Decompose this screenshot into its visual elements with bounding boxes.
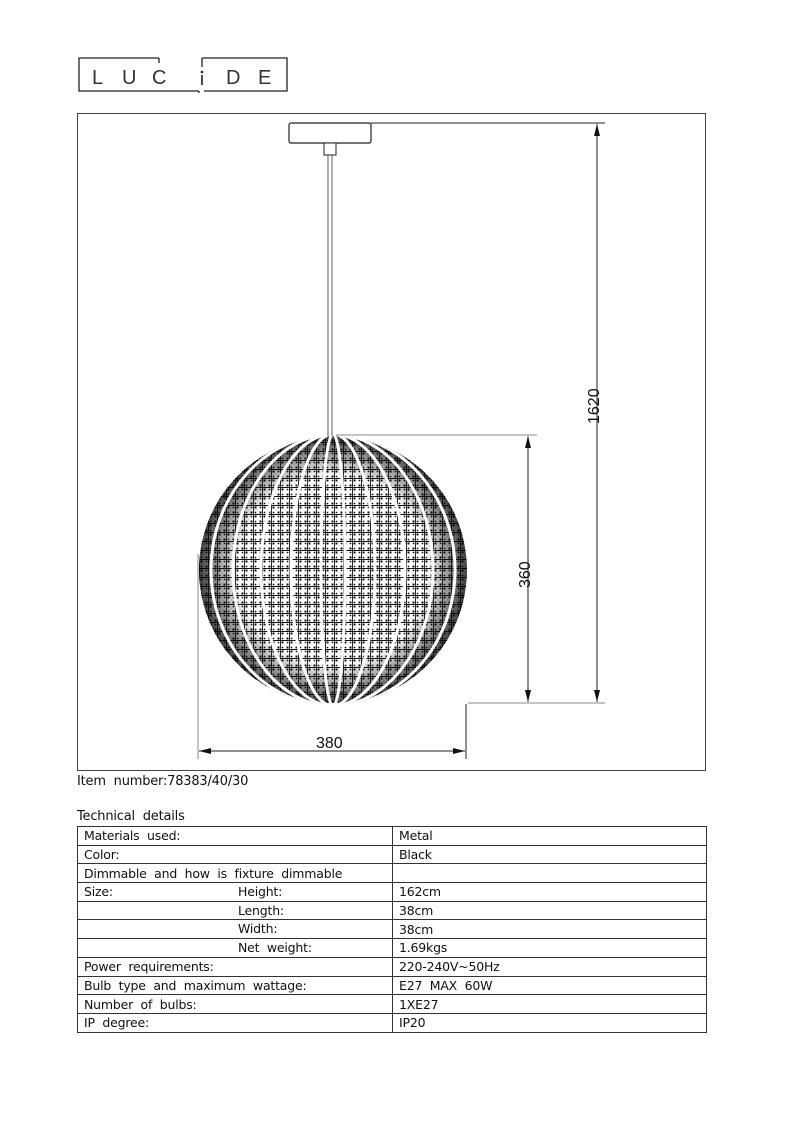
logo-letter: C [152, 67, 167, 89]
row-label [78, 939, 393, 958]
row-label: Number of bulbs: [78, 995, 393, 1014]
table-row [78, 995, 707, 1014]
table-row [78, 976, 707, 995]
row-label: Size: Height: [78, 883, 393, 902]
row-sub-label: Net weight: [238, 940, 312, 956]
row-value: E27 MAX 60W [393, 976, 707, 995]
row-value: 1XE27 [393, 995, 707, 1014]
lucide-logo-icon [78, 57, 288, 93]
shade-width-label: 380 [316, 735, 343, 752]
row-value: 38cm [393, 901, 707, 920]
table-row [78, 939, 707, 958]
pendant-lamp-drawing [78, 114, 707, 772]
ceiling-canopy [289, 123, 371, 155]
technical-details-title: Technical details [77, 809, 185, 824]
row-label: IP degree: [78, 1013, 393, 1032]
table-row [78, 827, 707, 846]
row-label: Bulb type and maximum wattage: [78, 976, 393, 995]
overall-height-label: 1620 [586, 388, 603, 424]
table-row [78, 845, 707, 864]
table-row [78, 901, 707, 920]
table-row [78, 864, 707, 883]
row-value: 220-240V~50Hz [393, 957, 707, 976]
row-value: 1.69kgs [393, 939, 707, 958]
table-row [78, 1013, 707, 1032]
row-value: Metal [393, 827, 707, 846]
row-value: Black [393, 845, 707, 864]
logo-letter: U [122, 67, 137, 89]
row-sub-label: Height: [238, 884, 283, 900]
logo-letter: L [92, 67, 104, 89]
sphere-shade [178, 414, 498, 723]
row-label: Color: [78, 845, 393, 864]
technical-details-table [77, 826, 707, 1033]
row-sub-label: Length: [238, 902, 284, 918]
row-label: Power requirements: [78, 957, 393, 976]
row-value: IP20 [393, 1013, 707, 1032]
table-row [78, 920, 707, 939]
row-value: 38cm [393, 920, 707, 939]
row-value [393, 864, 707, 883]
row-label [78, 920, 393, 939]
technical-drawing [77, 113, 706, 771]
row-label: Materials used: [78, 827, 393, 846]
row-sub-label: Width: [238, 921, 278, 937]
shade-height-label: 360 [517, 561, 534, 588]
row-label: Dimmable and how is fixture dimmable [78, 864, 393, 883]
logo-letter: D [226, 67, 241, 89]
row-label [78, 901, 393, 920]
brand-logo [78, 57, 288, 91]
row-value: 162cm [393, 883, 707, 902]
logo-letter: E [258, 67, 272, 89]
item-number: Item number:78383/40/30 [77, 774, 249, 789]
table-row [78, 883, 707, 902]
table-row [78, 957, 707, 976]
